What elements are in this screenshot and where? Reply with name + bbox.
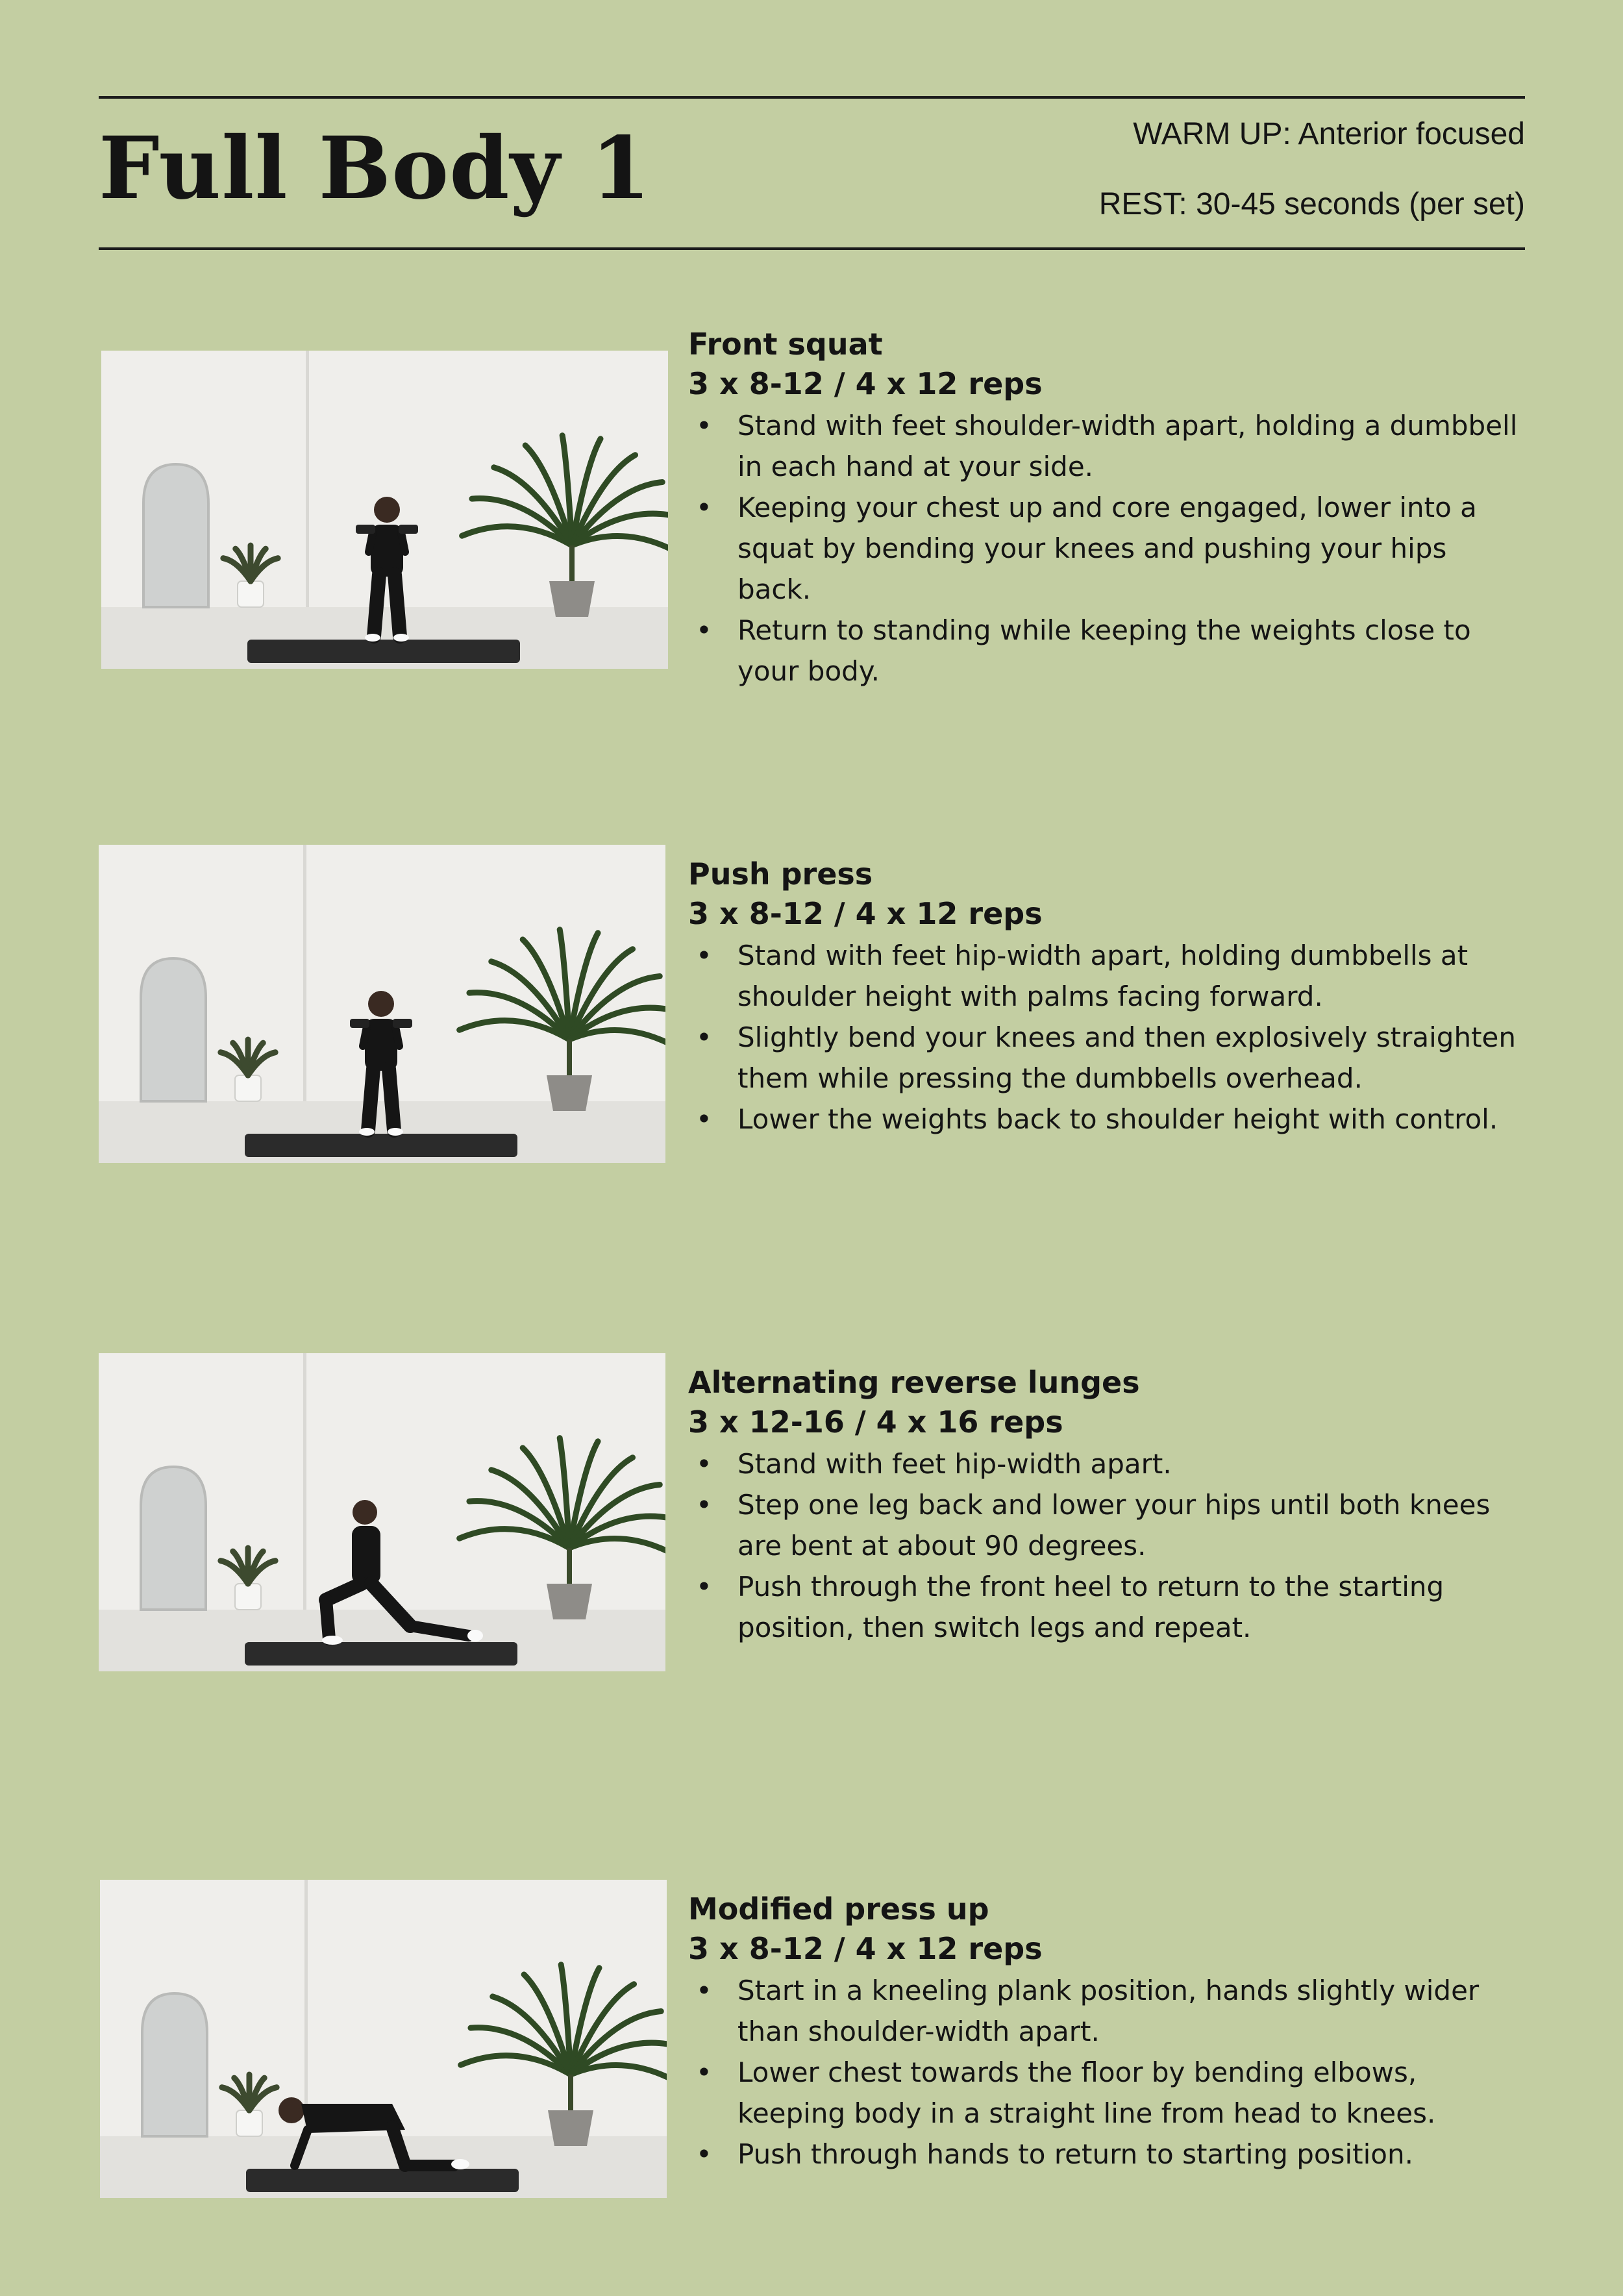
exercise-step: • Stand with feet hip-width apart, holding dumbbells at shoulder height with palms facing forward. — [688, 935, 1526, 1017]
exercise-name: Alternating reverse lunges — [688, 1365, 1140, 1400]
exercise-step: • Push through the front heel to return to the starting position, then switch legs and repeat. — [688, 1566, 1526, 1648]
exercise-block-modified-press-up — [688, 1890, 1526, 2175]
exercise-block-front-squat — [688, 325, 1526, 692]
figure-torso — [352, 1526, 380, 1584]
figure-head — [374, 497, 400, 523]
exercise-step: • Step one leg back and lower your hips until both knees are bent at about 90 degrees. — [688, 1484, 1526, 1566]
bullet-icon: • — [696, 940, 712, 971]
arched-mirror — [143, 464, 208, 607]
photo-illustration — [99, 1353, 665, 1671]
dumbbell — [350, 1019, 369, 1028]
bullet-icon: • — [696, 2138, 712, 2170]
exercise-name: Push press — [688, 856, 873, 892]
exercise-reps: 3 x 8-12 / 4 x 12 reps — [688, 896, 1043, 931]
figure-shoe — [388, 1128, 403, 1136]
exercise-name: Modified press up — [688, 1891, 989, 1927]
exercise-mat — [247, 640, 520, 663]
exercise-reps: 3 x 8-12 / 4 x 12 reps — [688, 1931, 1043, 1966]
bullet-icon: • — [696, 410, 712, 442]
small-plant-pot — [236, 2110, 262, 2136]
photo-illustration — [101, 351, 668, 669]
bullet-icon: • — [696, 1448, 712, 1480]
bullet-icon: • — [696, 1021, 712, 1053]
exercise-mat — [245, 1134, 517, 1157]
figure-leg — [374, 575, 379, 636]
exercise-step: • Keeping your chest up and core engaged, lower into a squat by bending your knees and pushing your hips back. — [688, 487, 1526, 610]
exercise-photo-front-squat — [101, 351, 668, 669]
exercise-step: • Lower chest towards the floor by bending elbows, keeping body in a straight line from head to knees. — [688, 2052, 1526, 2134]
arched-mirror — [141, 1467, 206, 1610]
figure-leg — [368, 1069, 373, 1130]
figure-head — [353, 1500, 377, 1525]
exercise-name: Front squat — [688, 327, 883, 362]
exercise-mat — [245, 1642, 517, 1666]
dumbbell — [356, 525, 375, 534]
figure-leg — [395, 575, 400, 636]
exercise-step: • Lower the weights back to shoulder height with control. — [688, 1099, 1526, 1140]
figure-leg — [326, 1600, 329, 1639]
exercise-step: • Slightly bend your knees and then explosively straighten them while pressing the dumbbells overhead. — [688, 1017, 1526, 1099]
exercise-steps — [688, 1970, 1526, 2175]
exercise-steps — [688, 405, 1526, 692]
bullet-icon: • — [696, 614, 712, 646]
dumbbell — [393, 1019, 412, 1028]
bullet-icon: • — [696, 492, 712, 523]
bullet-icon: • — [696, 1571, 712, 1603]
exercise-step: • Start in a kneeling plank position, hands slightly wider than shoulder-width apart. — [688, 1970, 1526, 2052]
rest-info: REST: 30-45 seconds (per set) — [1098, 187, 1525, 221]
figure-shoe — [393, 634, 409, 642]
header-bottom-rule — [99, 247, 1525, 250]
exercise-step: • Stand with feet hip-width apart. — [688, 1443, 1526, 1484]
photo-illustration — [100, 1880, 667, 2198]
palm-pot — [547, 1075, 592, 1111]
wall-edge — [306, 351, 309, 610]
dumbbell — [399, 525, 418, 534]
wall-edge — [304, 1880, 308, 2140]
figure-head — [279, 2097, 304, 2123]
header-top-rule — [99, 96, 1525, 99]
bullet-icon: • — [696, 1489, 712, 1521]
photo-illustration — [99, 845, 665, 1163]
arched-mirror — [142, 1993, 207, 2136]
exercise-reps: 3 x 12-16 / 4 x 16 reps — [688, 1404, 1063, 1440]
palm-pot — [547, 1584, 592, 1619]
figure-head — [368, 991, 394, 1017]
warmup-info: WARM UP: Anterior focused — [1133, 117, 1525, 151]
wall-edge — [303, 1353, 306, 1613]
exercise-steps — [688, 1443, 1526, 1648]
figure-arm — [401, 532, 405, 552]
small-plant-pot — [235, 1584, 261, 1610]
palm-pot — [548, 2110, 593, 2146]
exercise-block-reverse-lunges — [688, 1363, 1526, 1648]
exercise-photo-push-press — [99, 845, 665, 1163]
exercise-photo-modified-press-up — [100, 1880, 667, 2198]
small-plant-pot — [238, 581, 264, 607]
figure-shoe — [451, 2159, 469, 2169]
bullet-icon: • — [696, 2056, 712, 2088]
bullet-icon: • — [696, 1975, 712, 2006]
page-title: Full Body 1 — [99, 118, 652, 219]
exercise-photo-reverse-lunges — [99, 1353, 665, 1671]
figure-arm — [363, 1027, 367, 1046]
wall-edge — [303, 845, 306, 1104]
figure-arm — [395, 1027, 399, 1046]
exercise-block-push-press — [688, 855, 1526, 1140]
bullet-icon: • — [696, 1103, 712, 1135]
exercise-step: • Return to standing while keeping the weights close to your body. — [688, 610, 1526, 692]
exercise-step: • Stand with feet shoulder-width apart, holding a dumbbell in each hand at your side. — [688, 405, 1526, 487]
figure-shoe — [359, 1128, 375, 1136]
figure-shoe — [365, 634, 380, 642]
exercise-step: • Push through hands to return to starting position. — [688, 2134, 1526, 2175]
figure-leg — [389, 1069, 394, 1130]
palm-pot — [549, 581, 595, 617]
exercise-steps — [688, 935, 1526, 1140]
figure-shoe — [322, 1636, 343, 1645]
figure-arm — [369, 532, 373, 552]
small-plant-pot — [235, 1075, 261, 1101]
figure-shoe — [467, 1630, 483, 1641]
exercise-reps: 3 x 8-12 / 4 x 12 reps — [688, 366, 1043, 401]
exercise-mat — [246, 2169, 519, 2192]
arched-mirror — [141, 958, 206, 1101]
